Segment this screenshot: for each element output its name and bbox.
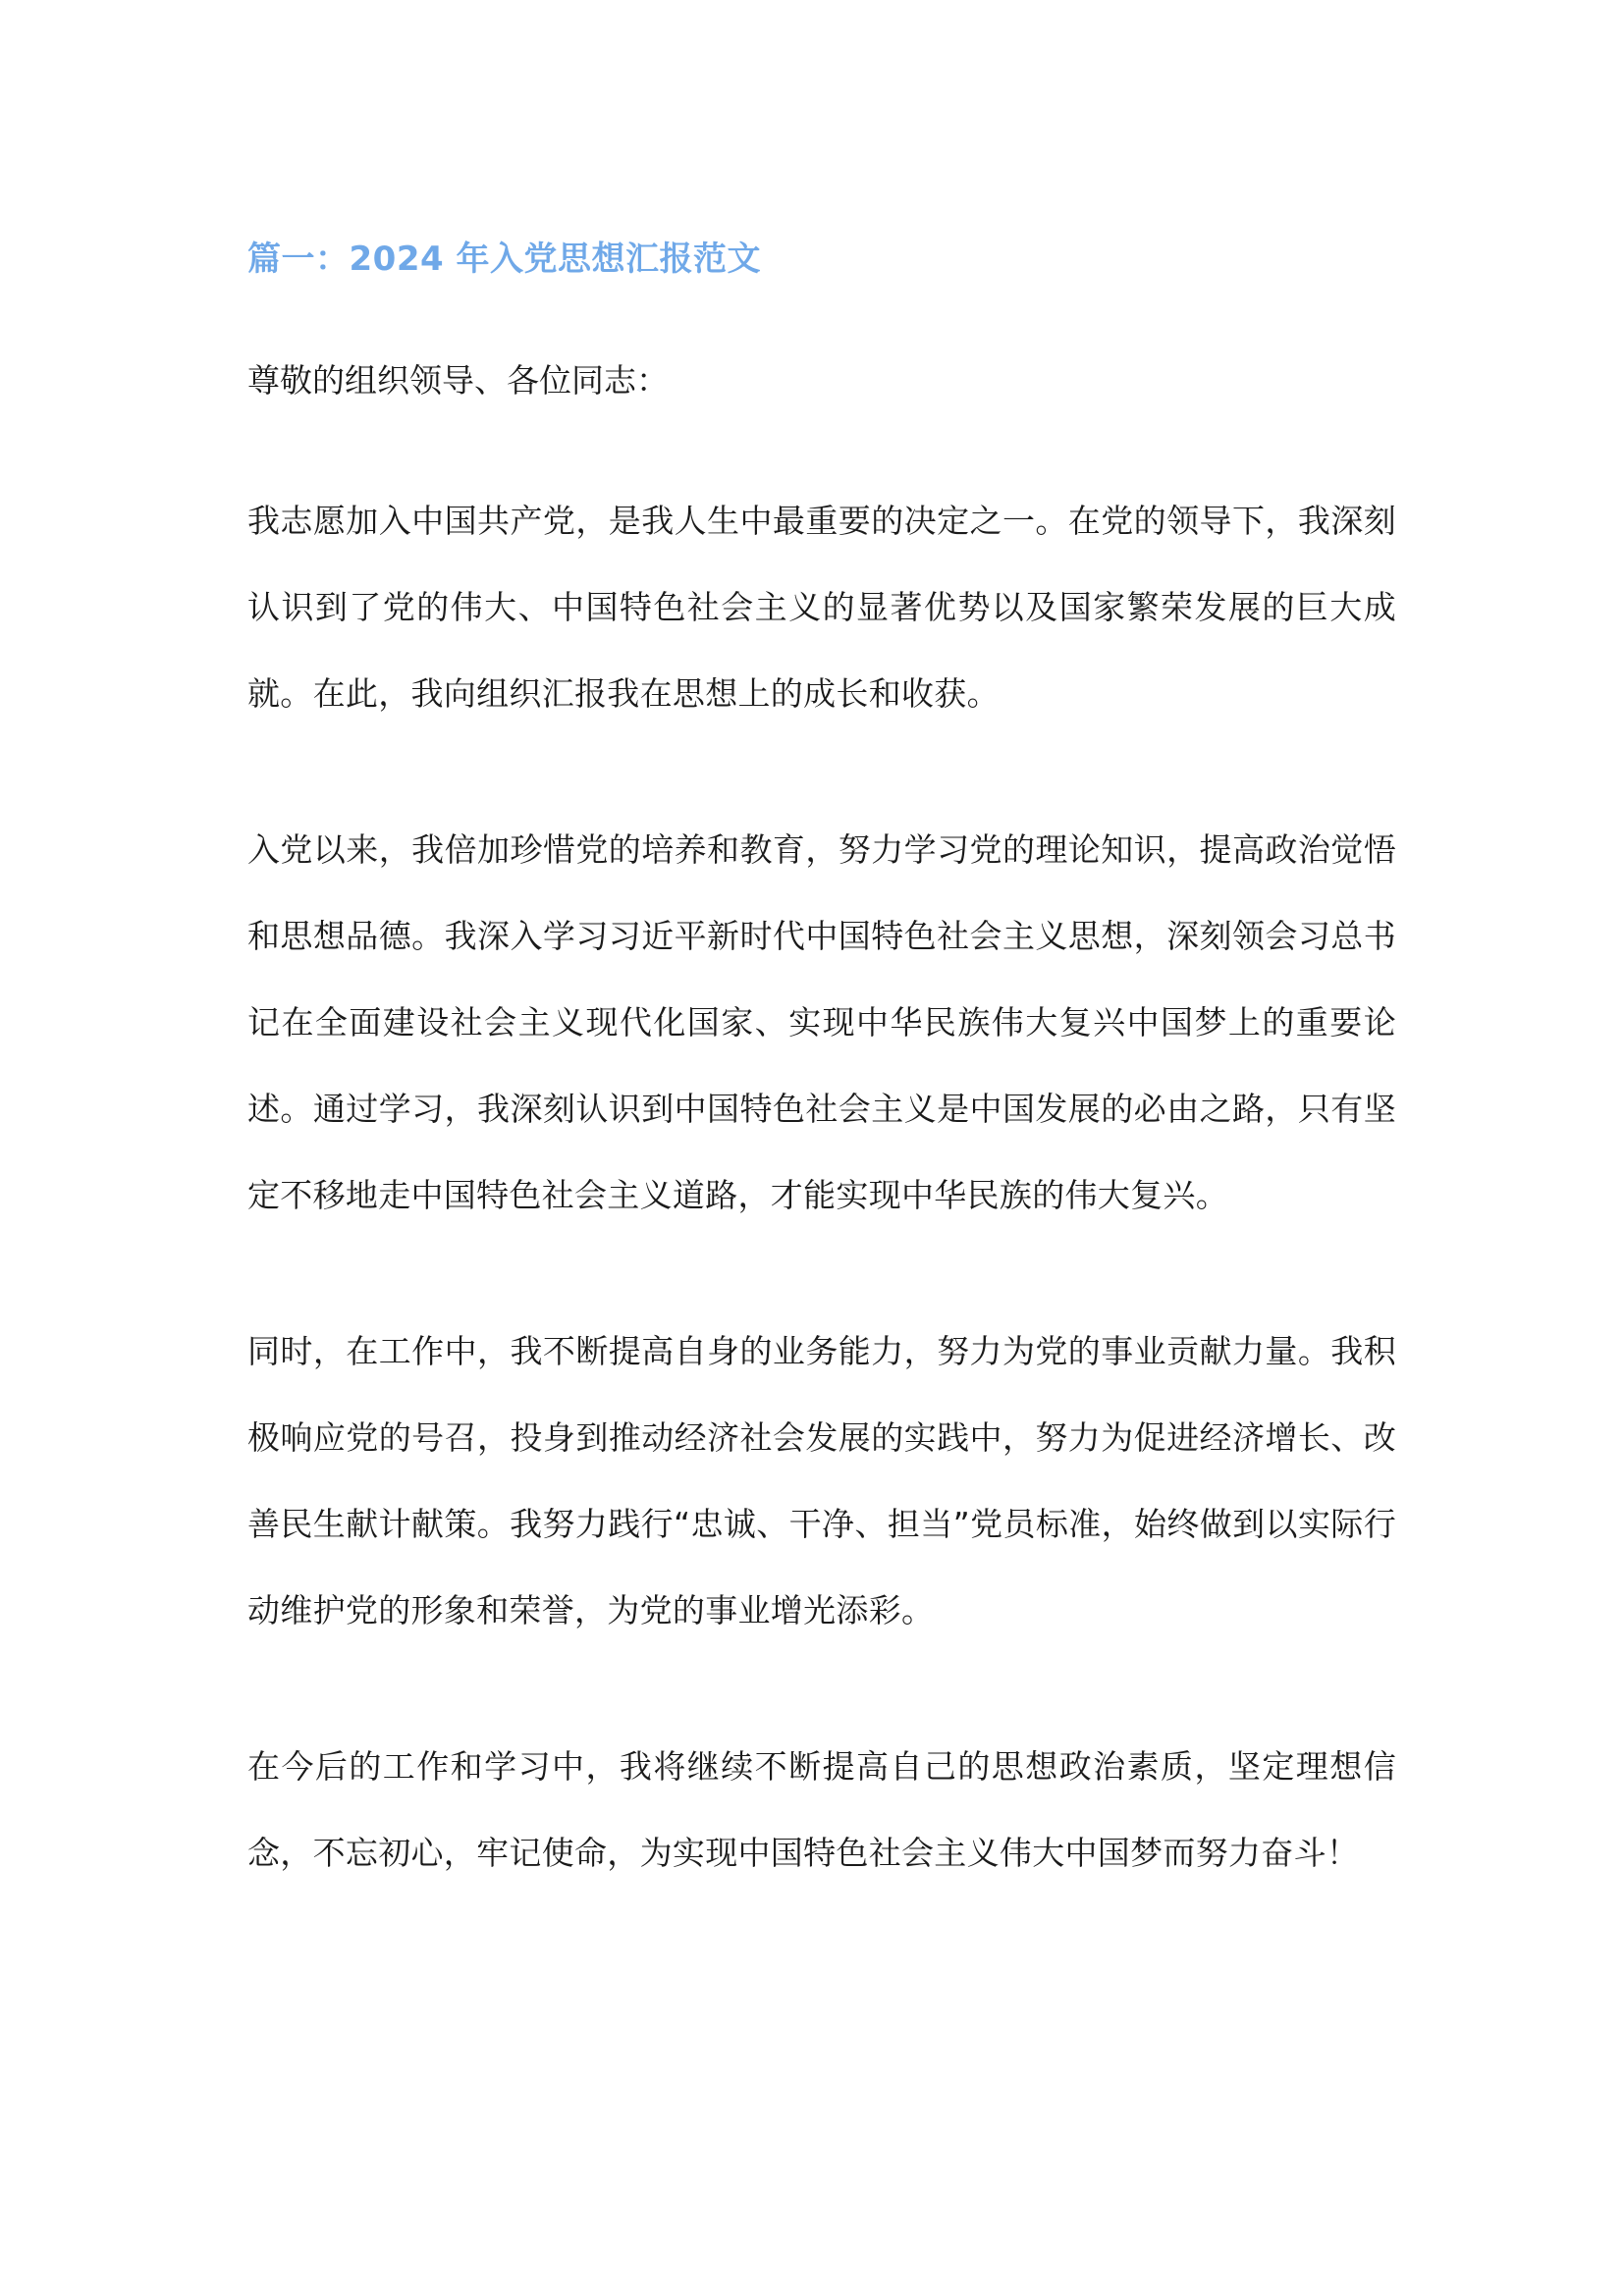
paragraph-2: 入党以来，我倍加珍惜党的培养和教育，努力学习党的理论知识，提高政治觉悟和思想品德。我深入学习习近平新时代中国特色社会主义思想，深刻领会习总书记在全面建设社会主义现代化国家、实现中华民族伟大复兴中国梦上的重要论述。通过学习，我深刻认识到中国特色社会主义是中国发展的必由之路，只有坚定不移地走中国特色社会主义道路，才能实现中华民族的伟大复兴。 xyxy=(247,830,1396,1214)
paragraph-1: 我志愿加入中国共产党，是我人生中最重要的决定之一。在党的领导下，我深刻认识到了党的伟大、中国特色社会主义的显著优势以及国家繁荣发展的巨大成就。在此，我向组织汇报我在思想上的成长和收获。 xyxy=(247,502,1396,713)
paragraph-3: 同时，在工作中，我不断提高自身的业务能力，努力为党的事业贡献力量。我积极响应党的号召，投身到推动经济社会发展的实践中，努力为促进经济增长、改善民生献计献策。我努力践行“忠诚、干净、担当”党员标准，始终做到以实际行动维护党的形象和荣誉，为党的事业增光添彩。 xyxy=(247,1332,1396,1629)
document-page xyxy=(247,232,1396,1896)
document-title: 篇一：2024 年入党思想汇报范文 xyxy=(247,240,761,279)
salutation: 尊敬的组织领导、各位同志： xyxy=(247,361,669,400)
paragraph-4: 在今后的工作和学习中，我将继续不断提高自己的思想政治素质，坚定理想信念，不忘初心，牢记使命，为实现中国特色社会主义伟大中国梦而努力奋斗！ xyxy=(247,1747,1396,1872)
